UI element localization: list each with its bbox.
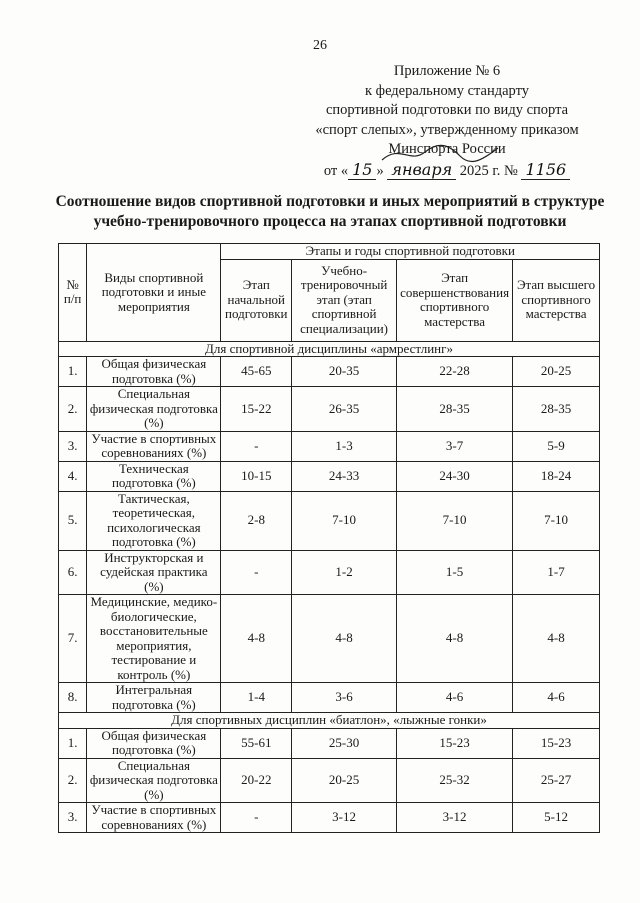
cell-v1: - (221, 431, 292, 461)
table-row (59, 683, 600, 713)
cell-v1: 4-8 (221, 595, 292, 683)
cell-v1: 10-15 (221, 461, 292, 491)
cell-name: Инструкторская и судейская практика (%) (87, 550, 221, 595)
cell-name: Специальная физическая подготовка (%) (87, 758, 221, 803)
cell-v2: 26-35 (292, 387, 397, 432)
date-mid: » (376, 162, 384, 179)
table-row (59, 758, 600, 803)
cell-v2: 25-30 (292, 728, 397, 758)
cell-num: 8. (59, 683, 87, 713)
cell-v4: 25-27 (513, 758, 600, 803)
document-title: Соотношение видов спортивной подготовки и иных мероприятий в структуре учебно-тренировочного процесса на этапах спортивной подготовки (55, 193, 605, 230)
table-row (59, 550, 600, 595)
header-num: № п/п (59, 244, 87, 342)
table-row (59, 728, 600, 758)
cell-v3: 4-6 (397, 683, 513, 713)
annex-line-standard: к федеральному стандарту (365, 82, 529, 99)
table-row (59, 357, 600, 387)
cell-v3: 3-7 (397, 431, 513, 461)
header-stage-improvement: Этап совершенствования спортивного мастерства (397, 259, 513, 341)
table-row (59, 461, 600, 491)
cell-v1: 1-4 (221, 683, 292, 713)
cell-v4: 5-12 (513, 803, 600, 833)
section-armwrestling: Для спортивной дисциплины «армрестлинг» (59, 341, 600, 357)
order-number-handwritten: 1156 (521, 160, 570, 181)
cell-v2: 1-3 (292, 431, 397, 461)
cell-num: 1. (59, 728, 87, 758)
cell-v3: 24-30 (397, 461, 513, 491)
date-day-handwritten: 15 (348, 160, 376, 181)
cell-v3: 1-5 (397, 550, 513, 595)
cell-v3: 28-35 (397, 387, 513, 432)
cell-v4: 1-7 (513, 550, 600, 595)
cell-v1: 55-61 (221, 728, 292, 758)
cell-name: Интегральная подготовка (%) (87, 683, 221, 713)
cell-v1: 45-65 (221, 357, 292, 387)
table-row (59, 387, 600, 432)
training-ratio-table (58, 243, 600, 833)
cell-v4: 18-24 (513, 461, 600, 491)
date-month-handwritten: января (387, 160, 456, 181)
cell-name: Общая физическая подготовка (%) (87, 728, 221, 758)
header-stages-group: Этапы и годы спортивной подготовки (221, 244, 600, 260)
cell-v2: 7-10 (292, 491, 397, 550)
table-row (59, 491, 600, 550)
table-row (59, 431, 600, 461)
cell-num: 2. (59, 758, 87, 803)
cell-v1: - (221, 550, 292, 595)
cell-v4: 20-25 (513, 357, 600, 387)
page-number: 26 (313, 38, 327, 53)
cell-num: 4. (59, 461, 87, 491)
cell-v1: - (221, 803, 292, 833)
cell-v4: 15-23 (513, 728, 600, 758)
cell-v4: 28-35 (513, 387, 600, 432)
annex-line-order: «спорт слепых», утвержденному приказом (315, 121, 579, 138)
cell-name: Техническая подготовка (%) (87, 461, 221, 491)
cell-v3: 7-10 (397, 491, 513, 550)
header-stage-initial: Этап начальной подготовки (221, 259, 292, 341)
cell-num: 2. (59, 387, 87, 432)
cell-name: Общая физическая подготовка (%) (87, 357, 221, 387)
date-year: 2025 г. № (459, 162, 518, 179)
annex-title: Приложение № 6 (393, 63, 501, 79)
signature-scribble (380, 142, 500, 166)
cell-v2: 1-2 (292, 550, 397, 595)
cell-v3: 25-32 (397, 758, 513, 803)
cell-v3: 3-12 (397, 803, 513, 833)
header-name: Виды спортивной подготовки и иные мероприятия (87, 244, 221, 342)
cell-num: 6. (59, 550, 87, 595)
annex-line-ministry: Минспорта России (388, 141, 506, 157)
section-biathlon-skiing: Для спортивных дисциплин «биатлон», «лыжные гонки» (59, 713, 600, 729)
header-stage-higher: Этап высшего спортивного мастерства (513, 259, 600, 341)
table-row (59, 595, 600, 683)
cell-num: 3. (59, 803, 87, 833)
cell-v2: 3-6 (292, 683, 397, 713)
cell-v4: 4-6 (513, 683, 600, 713)
cell-v2: 20-25 (292, 758, 397, 803)
cell-num: 5. (59, 491, 87, 550)
cell-v2: 4-8 (292, 595, 397, 683)
cell-v1: 2-8 (221, 491, 292, 550)
cell-name: Специальная физическая подготовка (%) (87, 387, 221, 432)
cell-v4: 5-9 (513, 431, 600, 461)
cell-v2: 20-35 (292, 357, 397, 387)
cell-v4: 4-8 (513, 595, 600, 683)
cell-v1: 15-22 (221, 387, 292, 432)
annex-line-sport: спортивной подготовки по виду спорта (325, 102, 569, 118)
cell-v2: 24-33 (292, 461, 397, 491)
date-prefix: от « (323, 162, 349, 179)
cell-num: 1. (59, 357, 87, 387)
cell-v1: 20-22 (221, 758, 292, 803)
cell-name: Медицинские, медико-биологические, восстановительные мероприятия, тестирование и контроль (%) (87, 595, 221, 683)
cell-name: Тактическая, теоретическая, психологическая подготовка (%) (87, 491, 221, 550)
header-stage-training: Учебно-тренировочный этап (этап спортивной специализации) (292, 259, 397, 341)
cell-v3: 15-23 (397, 728, 513, 758)
cell-name: Участие в спортивных соревнованиях (%) (87, 803, 221, 833)
cell-v4: 7-10 (513, 491, 600, 550)
cell-name: Участие в спортивных соревнованиях (%) (87, 431, 221, 461)
cell-num: 7. (59, 595, 87, 683)
cell-num: 3. (59, 431, 87, 461)
table-row (59, 803, 600, 833)
cell-v2: 3-12 (292, 803, 397, 833)
cell-v3: 22-28 (397, 357, 513, 387)
cell-v3: 4-8 (397, 595, 513, 683)
